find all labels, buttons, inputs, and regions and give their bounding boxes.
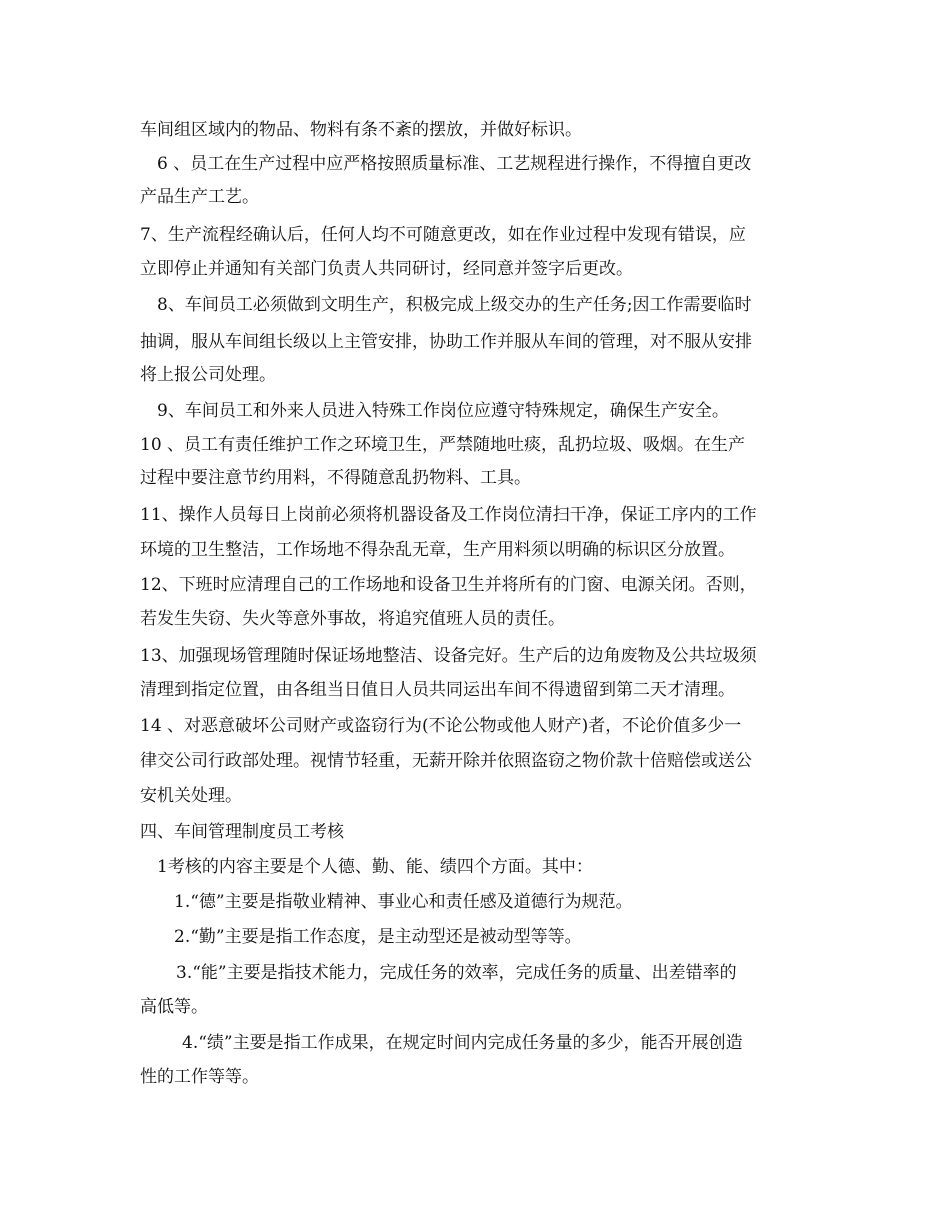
paragraph-line: 7、生产流程经确认后，任何人均不可随意更改，如在作业过程中发现有错误，应 [140,225,746,245]
list-item: 4.“绩”主要是指工作成果，在规定时间内完成任务量的多少，能否开展创造 [182,1033,743,1053]
list-item: 2.“勤”主要是指工作态度，是主动型还是被动型等等。 [174,927,582,947]
list-item: 1.“德”主要是指敬业精神、事业心和责任感及道德行为规范。 [174,892,633,912]
paragraph-line: 10 、员工有责任维护工作之环境卫生，严禁随地吐痰，乱扔垃圾、吸烟。在生产 [140,435,746,455]
paragraph-line: 高低等。 [140,997,208,1017]
paragraph-line: 6 、员工在生产过程中应严格按照质量标准、工艺规程进行操作，不得擅自更改 [157,154,752,174]
paragraph-line: 将上报公司处理。 [140,365,276,385]
paragraph-line: 12、下班时应清理自己的工作场地和设备卫生并将所有的门窗、电源关闭。否则， [140,575,757,595]
paragraph-line: 产品生产工艺。 [140,187,259,207]
paragraph-line: 若发生失窃、失火等意外事故，将追究值班人员的责任。 [140,609,565,629]
paragraph-line: 过程中要注意节约用料，不得随意乱扔物料、工具。 [140,468,531,488]
paragraph-line: 立即停止并通知有关部门负责人共同研讨，经同意并签字后更改。 [140,259,633,279]
list-item: 3.“能”主要是指技术能力，完成任务的效率，完成任务的质量、出差错率的 [176,963,737,983]
paragraph-line: 1考核的内容主要是个人德、勤、能、绩四个方面。其中： [157,857,593,877]
paragraph-line: 11、操作人员每日上岗前必须将机器设备及工作岗位清扫干净，保证工序内的工作 [140,505,757,525]
paragraph-line: 9、车间员工和外来人员进入特殊工作岗位应遵守特殊规定，确保生产安全。 [157,401,729,421]
paragraph-line: 律交公司行政部处理。视情节轻重，无薪开除并依照盗窃之物价款十倍赔偿或送公 [140,751,752,771]
paragraph-line: 车间组区域内的物品、物料有条不紊的摆放，并做好标识。 [140,120,582,140]
paragraph-line: 性的工作等等。 [140,1067,259,1087]
paragraph-line: 14 、对恶意破坏公司财产或盗窃行为(不论公物或他人财产)者，不论价值多少一 [140,716,742,736]
paragraph-line: 13、加强现场管理随时保证场地整洁、设备完好。生产后的边角废物及公共垃圾须 [140,646,757,666]
paragraph-line: 环境的卫生整洁，工作场地不得杂乱无章，生产用料须以明确的标识区分放置。 [140,540,735,560]
section-heading: 四、车间管理制度员工考核 [140,822,344,842]
paragraph-line: 8、车间员工必须做到文明生产，积极完成上级交办的生产任务;因工作需要临时 [157,295,752,315]
paragraph-line: 抽调，服从车间组长级以上主管安排，协助工作并服从车间的管理，对不服从安排 [140,332,752,352]
paragraph-line: 清理到指定位置，由各组当日值日人员共同运出车间不得遗留到第二天才清理。 [140,680,735,700]
paragraph-line: 安机关处理。 [140,786,242,806]
